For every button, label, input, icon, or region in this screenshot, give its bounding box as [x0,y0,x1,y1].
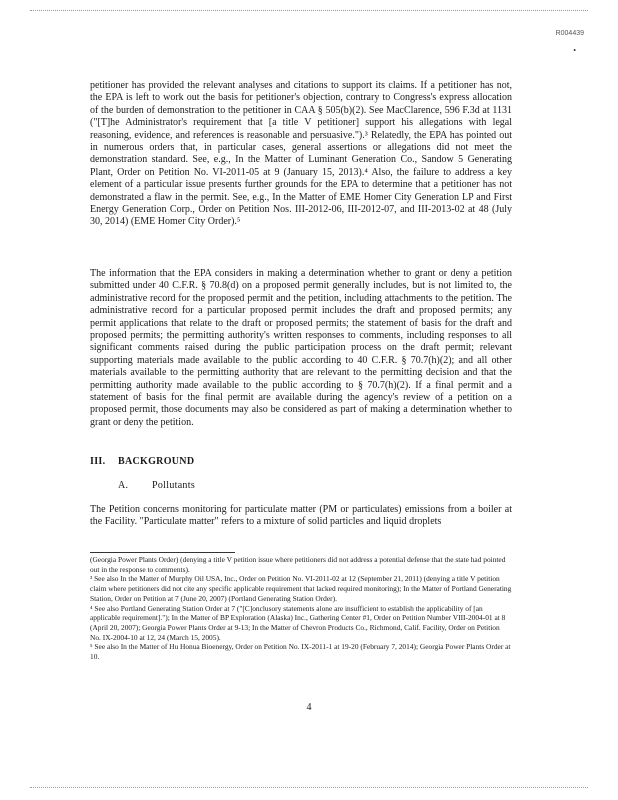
bates-number: R004439 [555,30,584,37]
footnote-5: ⁵ See also In the Matter of Hu Honua Bioenergy, Order on Petition No. IX-2011-1 at 19-20 (February 7, 2014); Georgia Power Plants Order at 10. [90,642,511,662]
subsection-number: A. [118,480,129,491]
paragraph-1: petitioner has provided the relevant analyses and citations to support its claims. If a petitioner has not, the EPA is left to work out the basis for petitioner's objection, contrary to Congress's express allocation of the burden of demonstration to the petitioner in CAA § 505(b)(2). See MacClarence, 596 F.3d at 1131 ("[T]he Administrator's requirement that [a title V petitioner] support his allegations with legal reasoning, evidence, and references is reasonable and persuasive.").³ Relatedly, the EPA has pointed out in numerous orders that, in particular cases, general assertions or allegations did not meet the demonstration standard. See, e.g., In the Matter of Luminant Generation Co., Sandow 5 Generating Plant, Order on Petition No. VI-2011-05 at 9 (January 15, 2013).⁴ Also, the failure to address a key element of a particular issue presents further grounds for the EPA to determine that a petitioner has not demonstrated a flaw in the permit. See, e.g., In the Matter of EME Homer City Generation LP and First Energy Generation Corp., Order on Petition Nos. III-2012-06, III-2012-07, and III-2013-02 at 48 (July 30, 2014) (EME Homer City Order).⁵ [90,80,512,228]
section-number: III. [90,456,106,467]
footnote-continued: (Georgia Power Plants Order) (denying a title V petition issue where petitioners did not address a potential defense that the state had pointed out in the response to comments). [90,555,506,574]
top-dotted-border [30,10,588,11]
subsection-title: Pollutants [152,480,196,491]
footnote-4: ⁴ See also Portland Generating Station Order at 7 ("[C]onclusory statements alone are insufficient to establish the applicability of [an applicable requirement]."); In the Matter of BP Exploration (Alaska) Inc., Gathering Center #1, Order on Petition Number VIII-2004-01 at 8 (April 20, 2007); Georgia Power Plants Order at 9-13; In the Matter of Chevron Products Co., Richmond, Calif. Facility, Order on Petition No. IX-2004-10 at 12, 24 (March 15, 2005). [90,603,506,642]
paragraph-2: The information that the EPA considers in making a determination whether to grant or deny a petition submitted under 40 C.F.R. § 70.8(d) on a proposed permit generally includes, but is not limited to, the administrative record for the proposed permit and the petition, including attachments to the petition. The administrative record for a particular proposed permit includes the draft and proposed permits; any permit applications that relate to the draft or proposed permits; the statement of basis for the draft and proposed permits; the permitting authority's written responses to comments, including responses to all significant comments raised during the public participation process on the draft permit; relevant supporting materials made available to the public according to 40 C.F.R. § 70.7(h)(2); and all other materials available to the permitting authority that are relevant to the permitting decision and that the permitting authority made available to the public according to § 70.7(h)(2). If a final permit and a statement of basis for the final permit are available during the agency's review of a petition on a proposed permit, those documents may also be considered as part of making a determination whether to grant or deny the petition. [90,268,512,428]
page-number: 4 [306,702,312,713]
paragraph-3: The Petition concerns monitoring for particulate matter (PM or particulates) emissions from a boiler at the Facility. "Particulate matter" refers to a mixture of solid particles and liquid droplets [90,504,512,528]
footnote-3: ³ See also In the Matter of Murphy Oil USA, Inc., Order on Petition No. VI-2011-02 at 12 (September 21, 2011) (denying a title V petition claim where petitioners did not cite any specific applicable requirement that lacked required monitoring); In the Matter of Portland Generating Station, Order on Petition at 7 (June 20, 2007) (Portland Generating Station Order). [90,574,512,603]
footnotes [90,555,512,662]
margin-mark: • [573,46,576,55]
bottom-dotted-border [30,787,588,788]
section-title: BACKGROUND [118,456,195,467]
footnote-separator [90,552,235,553]
subsection-heading [118,480,195,491]
section-heading [90,456,194,467]
